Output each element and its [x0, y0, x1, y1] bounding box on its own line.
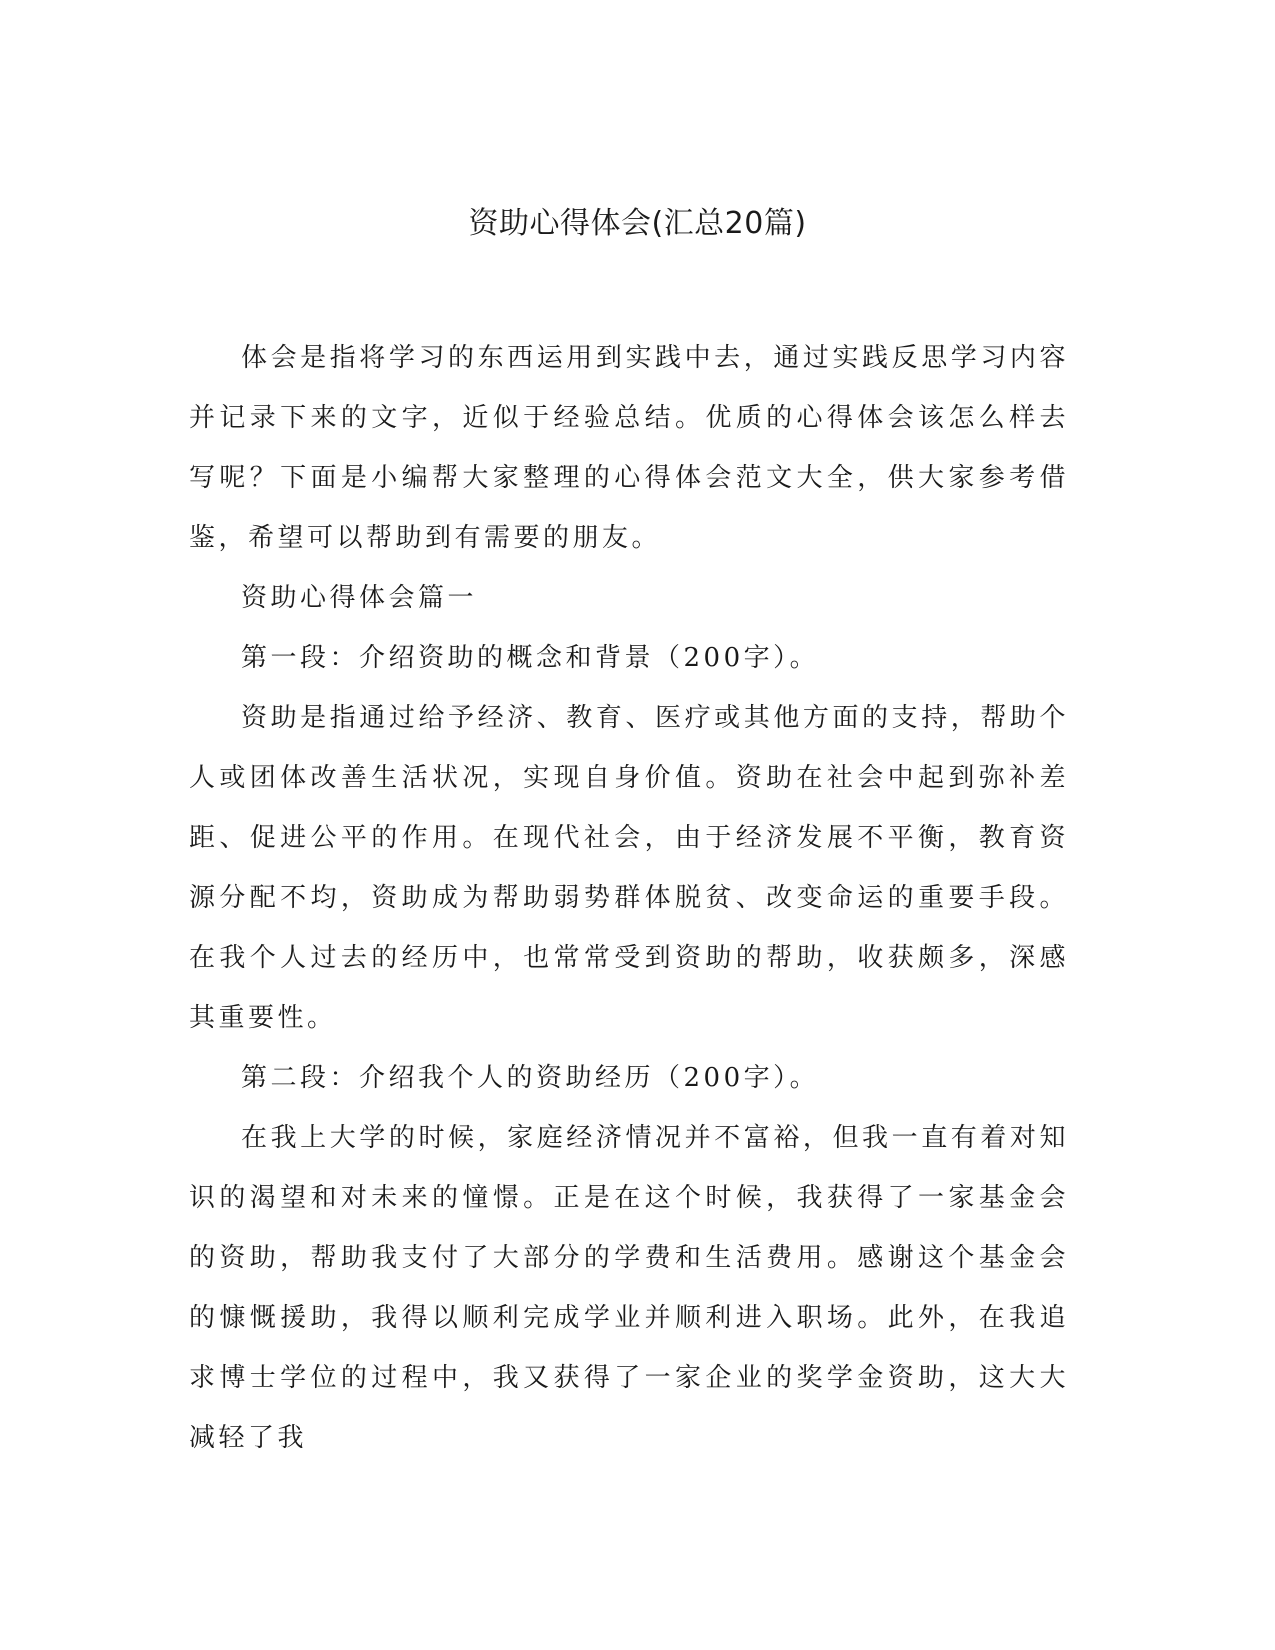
document-title: 资助心得体会(汇总20篇): [468, 206, 807, 241]
paragraph-heading-2: 第二段：介绍我个人的资助经历（200字）。: [241, 1063, 820, 1093]
paragraph-heading-1: 第一段：介绍资助的概念和背景（200字）。: [241, 643, 820, 673]
intro-paragraph: 体会是指将学习的东西运用到实践中去，通过实践反思学习内容并记录下来的文字，近似于经验总结。优质的心得体会该怎么样去写呢？下面是小编帮大家整理的心得体会范文大全，供大家参考借鉴，希望可以帮助到有需要的朋友。: [189, 343, 1069, 553]
document-body: [189, 328, 1069, 1468]
body-paragraph-2: 在我上大学的时候，家庭经济情况并不富裕，但我一直有着对知识的渴望和对未来的憧憬。正是在这个时候，我获得了一家基金会的资助，帮助我支付了大部分的学费和生活费用。感谢这个基金会的慷慨援助，我得以顺利完成学业并顺利进入职场。此外，在我追求博士学位的过程中，我又获得了一家企业的奖学金资助，这大大减轻了我: [189, 1123, 1069, 1453]
section-heading: 资助心得体会篇一: [241, 583, 478, 613]
body-paragraph-1: 资助是指通过给予经济、教育、医疗或其他方面的支持，帮助个人或团体改善生活状况，实现自身价值。资助在社会中起到弥补差距、促进公平的作用。在现代社会，由于经济发展不平衡，教育资源分配不均，资助成为帮助弱势群体脱贫、改变命运的重要手段。在我个人过去的经历中，也常常受到资助的帮助，收获颇多，深感其重要性。: [189, 703, 1069, 1033]
